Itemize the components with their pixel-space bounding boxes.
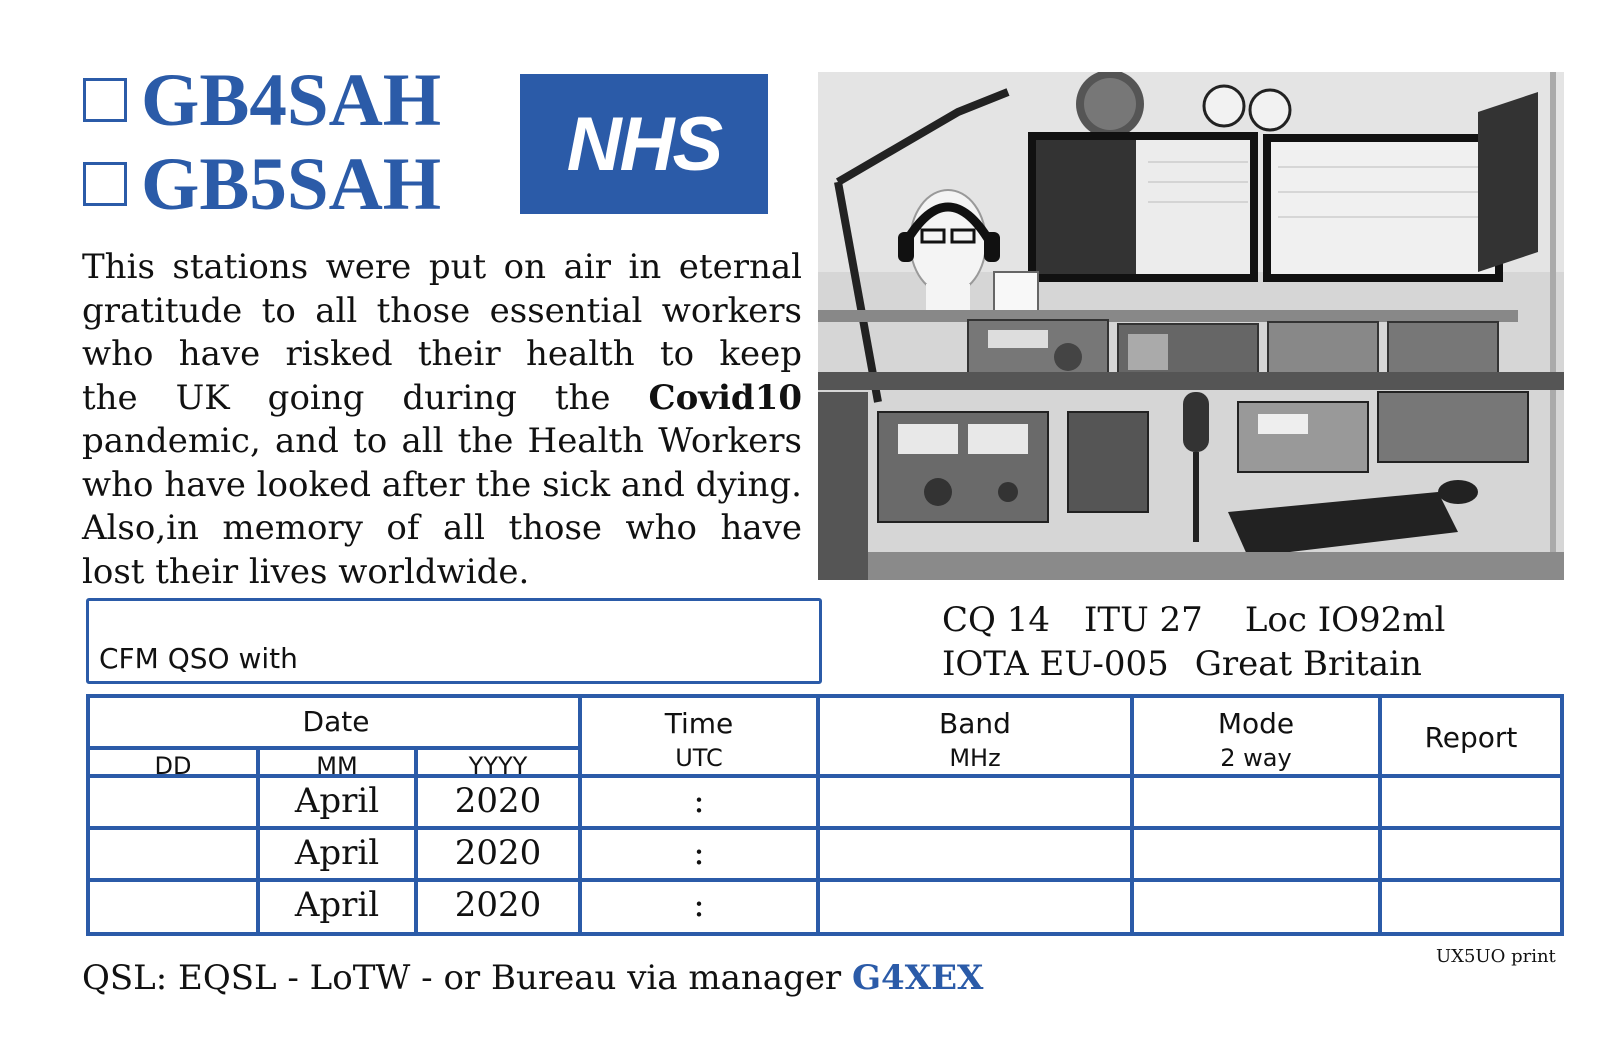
dedication-line: pandemic, and to all the Health Workers bbox=[82, 421, 802, 461]
time-header: Time bbox=[664, 707, 734, 740]
row-3-year: 2020 bbox=[454, 885, 542, 925]
checkbox-gb5sah[interactable] bbox=[83, 162, 127, 206]
cfm-qso-box[interactable] bbox=[86, 598, 822, 684]
dd-header: DD bbox=[154, 752, 192, 780]
print-credit: UX5UO print bbox=[1436, 946, 1556, 967]
cfm-qso-label: CFM QSO with bbox=[99, 642, 298, 675]
callsign-gb4sah: GB4SAH bbox=[141, 58, 442, 142]
country: Great Britain bbox=[1194, 644, 1422, 684]
qso-log-table bbox=[86, 694, 1564, 936]
locator: Loc IO92ml bbox=[1244, 600, 1446, 640]
nhs-logo bbox=[520, 74, 768, 214]
dedication-line: who have looked after the sick and dying. bbox=[82, 464, 802, 505]
mode-header: Mode bbox=[1217, 707, 1295, 740]
itu-zone: ITU 27 bbox=[1083, 600, 1203, 640]
row-2-year: 2020 bbox=[454, 833, 542, 873]
dedication-line: lost their lives worldwide. bbox=[82, 551, 530, 592]
station-info-line-1 bbox=[942, 600, 1445, 640]
covid-word: Covid10 bbox=[648, 377, 803, 418]
qsl-text: QSL: EQSL - LoTW - or Bureau via manager bbox=[82, 958, 842, 998]
dedication-line: This stations were put on air in eternal bbox=[82, 247, 802, 287]
iota-ref: IOTA EU-005 bbox=[942, 644, 1169, 684]
dedication-text bbox=[82, 246, 802, 594]
band-sub-header: MHz bbox=[949, 744, 1001, 772]
station-info-line-2 bbox=[942, 644, 1422, 684]
nhs-logo-text: NHS bbox=[566, 101, 722, 187]
dedication-line-part: the UK going during the bbox=[82, 377, 611, 418]
checkbox-gb4sah[interactable] bbox=[83, 78, 127, 122]
dedication-line: gratitude to all those essential workers bbox=[82, 290, 802, 331]
qsl-manager: G4XEX bbox=[852, 958, 984, 998]
row-3-time[interactable]: : bbox=[693, 885, 705, 925]
row-2-month: April bbox=[294, 833, 380, 873]
radio-shack-photo bbox=[818, 72, 1564, 580]
band-header: Band bbox=[939, 707, 1011, 740]
date-header: Date bbox=[302, 705, 370, 738]
callsign-row-1 bbox=[83, 58, 441, 142]
dedication-line bbox=[82, 377, 802, 421]
row-3-month: April bbox=[294, 885, 380, 925]
row-2-time[interactable]: : bbox=[693, 833, 705, 873]
qsl-info bbox=[82, 958, 983, 998]
row-1-month: April bbox=[294, 781, 380, 821]
row-1-time[interactable]: : bbox=[693, 781, 705, 821]
dedication-line: Also,in memory of all those who have bbox=[82, 508, 802, 548]
mm-header: MM bbox=[316, 752, 358, 780]
time-sub-header: UTC bbox=[675, 744, 723, 772]
callsign-gb5sah: GB5SAH bbox=[141, 142, 442, 226]
mode-sub-header: 2 way bbox=[1220, 744, 1292, 772]
dedication-line: who have risked their health to keep bbox=[82, 334, 802, 374]
yyyy-header: YYYY bbox=[468, 752, 528, 780]
row-1-year: 2020 bbox=[454, 781, 542, 821]
callsign-row-2 bbox=[83, 142, 441, 226]
cq-zone: CQ 14 bbox=[942, 600, 1050, 640]
report-header: Report bbox=[1424, 721, 1518, 754]
